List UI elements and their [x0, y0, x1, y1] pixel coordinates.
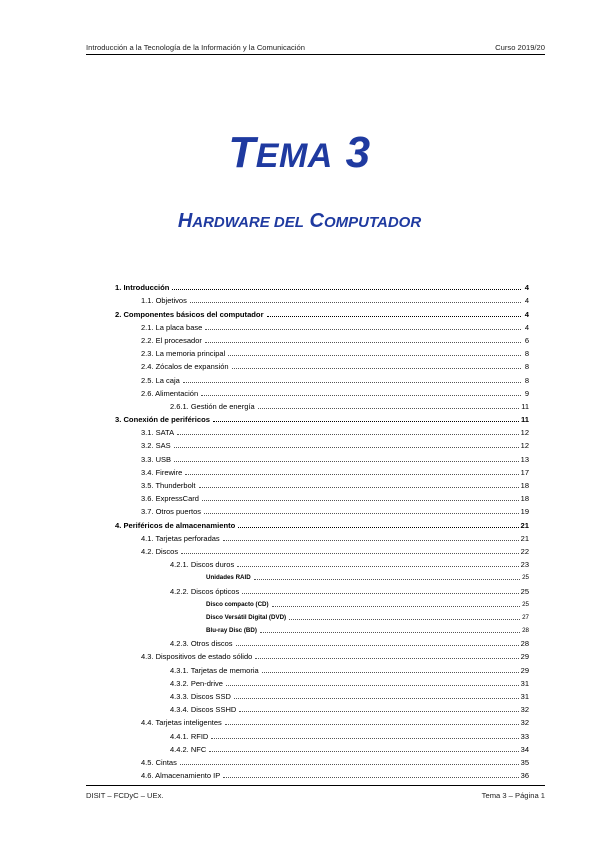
toc-entry-page: 17 — [520, 467, 529, 477]
toc-leader-dots — [223, 540, 519, 541]
toc-leader-dots — [260, 632, 520, 633]
toc-entry[interactable] — [115, 635, 529, 648]
toc-leader-dots — [234, 698, 519, 699]
toc-entry-page: 11 — [521, 401, 529, 411]
toc-entry-page: 21 — [520, 520, 529, 530]
toc-entry-label: 4.3. Dispositivos de estado sólido — [141, 652, 253, 662]
toc-leader-dots — [255, 658, 518, 659]
title-number: 3 — [345, 128, 371, 177]
toc-entry-page: 8 — [524, 375, 529, 385]
footer-page-number: Tema 3 – Página 1 — [481, 790, 545, 800]
toc-entry-label: 2. Componentes básicos del computador — [115, 309, 264, 319]
title-initial: T — [228, 128, 256, 177]
toc-entry-page: 4 — [524, 296, 529, 306]
toc-entry[interactable] — [115, 675, 529, 688]
toc-entry[interactable] — [115, 477, 529, 490]
toc-entry-label: 4.3.2. Pen-drive — [170, 678, 223, 688]
toc-entry-page: 8 — [524, 362, 529, 372]
toc-entry-page: 4 — [524, 322, 529, 332]
toc-entry-label: 2.3. La memoria principal — [141, 349, 226, 359]
toc-entry-label: 4.6. Almacenamiento IP — [141, 771, 221, 781]
toc-entry-page: 31 — [520, 678, 529, 688]
page-header — [86, 40, 545, 54]
toc-entry[interactable] — [115, 741, 529, 754]
toc-entry[interactable] — [115, 358, 529, 371]
toc-entry-page: 12 — [520, 441, 529, 451]
toc-leader-dots — [213, 421, 519, 422]
toc-entry-page: 9 — [524, 388, 529, 398]
toc-leader-dots — [223, 777, 518, 778]
toc-entry-label: Disco Versátil Digital (DVD) — [206, 613, 287, 621]
page-footer — [86, 788, 545, 802]
toc-entry-label: 4.3.4. Discos SSHD — [170, 705, 237, 715]
toc-entry-label: Disco compacto (CD) — [206, 600, 269, 608]
toc-entry-page: 4 — [524, 283, 529, 293]
toc-entry[interactable] — [115, 279, 529, 292]
toc-leader-dots — [254, 579, 520, 580]
toc-entry-label: 2.5. La caja — [141, 375, 180, 385]
toc-entry-page: 25 — [520, 586, 529, 596]
toc-entry-label: 3.2. SAS — [141, 441, 171, 451]
toc-entry-page: 18 — [520, 481, 529, 490]
subtitle-part-2: OMPUTADOR — [323, 214, 422, 231]
toc-entry-page: 28 — [520, 639, 529, 649]
toc-entry[interactable] — [115, 688, 529, 701]
toc-entry[interactable] — [115, 661, 529, 674]
toc-entry[interactable] — [115, 345, 529, 358]
toc-entry[interactable] — [115, 305, 529, 318]
toc-entry[interactable] — [115, 648, 529, 661]
toc-entry[interactable] — [115, 450, 529, 463]
toc-entry[interactable] — [115, 530, 529, 543]
toc-entry[interactable] — [115, 701, 529, 714]
toc-entry-label: 2.6. Alimentación — [141, 388, 199, 398]
toc-entry-page: 32 — [520, 705, 529, 715]
toc-leader-dots — [211, 738, 518, 739]
toc-entry-label: 4.2.2. Discos ópticos — [170, 586, 240, 596]
toc-entry-page: 21 — [520, 533, 529, 543]
toc-entry-label: 2.6.1. Gestión de energía — [170, 401, 255, 411]
toc-leader-dots — [185, 474, 518, 475]
toc-entry[interactable] — [115, 714, 529, 727]
toc-entry-label: 4.4. Tarjetas inteligentes — [141, 718, 222, 728]
toc-leader-dots — [181, 553, 519, 554]
toc-entry[interactable] — [115, 767, 529, 780]
toc-entry[interactable] — [115, 411, 529, 424]
toc-entry-page: 35 — [520, 757, 529, 767]
toc-leader-dots — [267, 316, 521, 317]
toc-entry-label: 3.4. Firewire — [141, 467, 183, 477]
toc-leader-dots — [262, 672, 519, 673]
toc-leader-dots — [236, 645, 519, 646]
toc-entry[interactable] — [115, 727, 529, 740]
toc-leader-dots — [272, 606, 521, 607]
toc-entry-page: 34 — [520, 744, 529, 754]
toc-entry[interactable] — [115, 556, 529, 569]
toc-entry-page: 31 — [520, 692, 529, 701]
toc-leader-dots — [226, 685, 519, 686]
toc-leader-dots — [177, 434, 519, 435]
toc-entry[interactable] — [115, 569, 529, 582]
toc-entry[interactable] — [115, 516, 529, 529]
toc-entry-label: 1.1. Objetivos — [141, 296, 187, 306]
subtitle-initial-1: H — [177, 210, 193, 232]
toc-entry-label: 3.1. SATA — [141, 428, 175, 438]
toc-entry-label: 4.2.3. Otros discos — [170, 639, 233, 649]
toc-entry[interactable] — [115, 292, 529, 305]
toc-leader-dots — [238, 527, 518, 528]
toc-entry-label: 4.4.2. NFC — [170, 744, 207, 754]
toc-entry-label: 4.3.3. Discos SSD — [170, 692, 231, 701]
toc-entry-page: 12 — [520, 428, 529, 438]
toc-entry-page: 19 — [520, 507, 529, 517]
toc-entry-label: 4.4.1. RFID — [170, 731, 209, 741]
toc-entry-label: 2.1. La placa base — [141, 322, 203, 332]
document-subtitle — [0, 210, 599, 233]
subtitle-initial-2: C — [309, 210, 324, 232]
toc-entry[interactable] — [115, 543, 529, 556]
toc-entry[interactable] — [115, 622, 529, 635]
toc-leader-dots — [174, 461, 519, 462]
toc-leader-dots — [183, 382, 521, 383]
toc-entry-page: 28 — [522, 627, 529, 635]
toc-leader-dots — [201, 395, 521, 396]
toc-leader-dots — [289, 619, 520, 620]
toc-leader-dots — [237, 566, 518, 567]
toc-leader-dots — [205, 342, 521, 343]
toc-entry[interactable] — [115, 332, 529, 345]
toc-entry-page: 6 — [524, 335, 529, 345]
toc-entry-page: 25 — [522, 574, 529, 582]
toc-entry-page: 36 — [520, 771, 529, 781]
toc-entry-label: 3.3. USB — [141, 454, 172, 464]
toc-entry-page: 11 — [520, 415, 529, 425]
toc-entry[interactable] — [115, 582, 529, 595]
toc-entry-label: 3.5. Thunderbolt — [141, 481, 196, 490]
toc-entry-label: 4.5. Cintas — [141, 757, 177, 767]
toc-leader-dots — [239, 711, 518, 712]
toc-entry[interactable] — [115, 385, 529, 398]
toc-leader-dots — [258, 408, 520, 409]
toc-entry-page: 18 — [520, 494, 529, 504]
toc-entry-page: 27 — [522, 613, 529, 621]
toc-leader-dots — [205, 329, 521, 330]
toc-entry-page: 25 — [522, 600, 529, 608]
toc-entry-page: 29 — [520, 652, 529, 662]
toc-leader-dots — [180, 764, 519, 765]
toc-entry-label: 4. Periféricos de almacenamiento — [115, 520, 236, 530]
table-of-contents — [115, 279, 529, 780]
header-course-name: Introducción a la Tecnología de la Información y la Comunicación — [86, 42, 305, 52]
toc-leader-dots — [225, 724, 519, 725]
toc-entry-label: 4.2. Discos — [141, 546, 179, 556]
toc-leader-dots — [204, 513, 519, 514]
toc-entry-label: 3.7. Otros puertos — [141, 507, 202, 517]
toc-entry[interactable] — [115, 503, 529, 516]
toc-entry[interactable] — [115, 437, 529, 450]
toc-entry-page: 13 — [520, 454, 529, 464]
toc-entry-page: 22 — [520, 546, 529, 556]
toc-entry-label: 2.2. El procesador — [141, 335, 202, 345]
toc-entry-page: 23 — [520, 560, 529, 570]
toc-leader-dots — [174, 447, 519, 448]
toc-leader-dots — [209, 751, 518, 752]
toc-entry[interactable] — [115, 371, 529, 384]
toc-entry[interactable] — [115, 754, 529, 767]
subtitle-part-1: ARDWARE DEL — [192, 214, 304, 231]
toc-entry-label: Unidades RAID — [206, 574, 251, 582]
toc-leader-dots — [199, 487, 519, 488]
toc-entry-label: 3.6. ExpressCard — [141, 494, 199, 504]
toc-entry[interactable] — [115, 490, 529, 503]
toc-entry-label: Blu-ray Disc (BD) — [206, 627, 257, 635]
toc-entry[interactable] — [115, 596, 529, 609]
toc-entry[interactable] — [115, 319, 529, 332]
toc-entry-label: 3. Conexión de periféricos — [115, 415, 210, 425]
header-divider — [86, 54, 545, 55]
title-rest: EMA — [255, 137, 333, 175]
document-title — [0, 128, 599, 178]
toc-entry-page: 29 — [520, 665, 529, 675]
toc-entry[interactable] — [115, 424, 529, 437]
toc-entry-label: 4.1. Tarjetas perforadas — [141, 533, 220, 543]
toc-leader-dots — [242, 593, 518, 594]
toc-entry[interactable] — [115, 464, 529, 477]
toc-entry-label: 4.3.1. Tarjetas de memoria — [170, 665, 259, 675]
footer-institution: DISIT – FCDyC – UEx. — [86, 790, 164, 800]
toc-leader-dots — [190, 302, 521, 303]
toc-entry-label: 2.4. Zócalos de expansión — [141, 362, 229, 372]
toc-entry-label: 4.2.1. Discos duros — [170, 560, 235, 570]
toc-entry-label: 1. Introducción — [115, 283, 170, 293]
toc-entry-page: 8 — [524, 349, 529, 359]
toc-leader-dots — [202, 500, 519, 501]
toc-entry[interactable] — [115, 609, 529, 622]
footer-divider — [86, 785, 545, 786]
toc-entry-page: 32 — [520, 718, 529, 728]
toc-leader-dots — [172, 289, 521, 290]
toc-leader-dots — [228, 355, 521, 356]
toc-entry[interactable] — [115, 398, 529, 411]
toc-leader-dots — [232, 368, 521, 369]
toc-entry-page: 4 — [524, 309, 529, 319]
toc-entry-page: 33 — [520, 731, 529, 741]
header-course-year: Curso 2019/20 — [495, 42, 545, 52]
